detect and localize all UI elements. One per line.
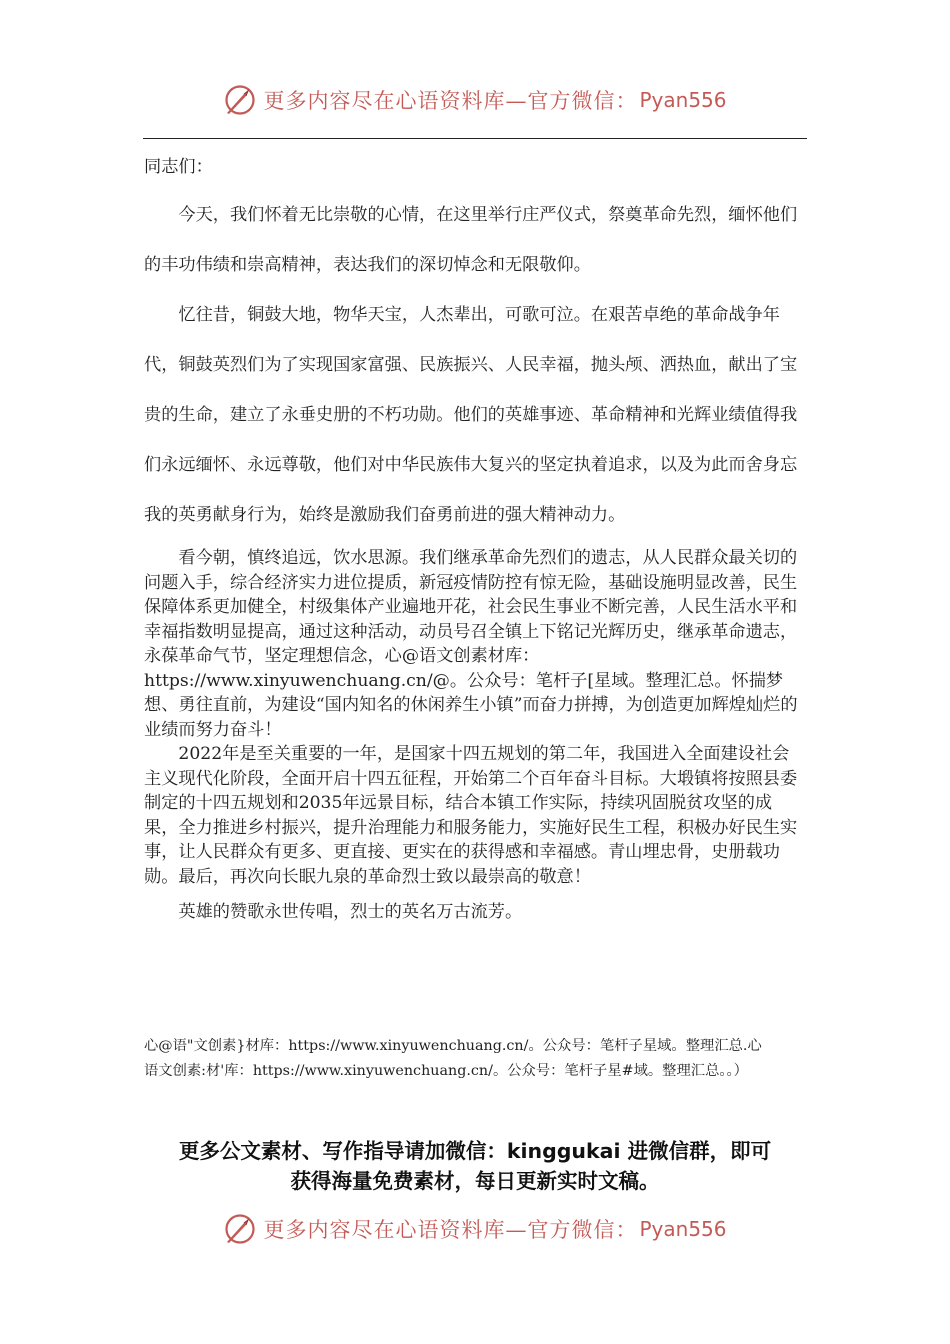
credit-line-1: 心@语"文创素}材库：https://www.xinyuwenchuang.cn/。公众号：笔杆子星域。整理汇总.心 xyxy=(144,1038,762,1054)
promo-notice xyxy=(120,1136,830,1196)
paragraph-4: 2022年是至关重要的一年，是国家十四五规划的第二年，我国进入全面建设社会主义现代化阶段，全面开启十四五征程，开始第二个百年奋斗目标。大塅镇将按照县委制定的十四五规划和2035年远景目标，结合本镇工作实际，持续巩固脱贫攻坚的成果，全力推进乡村振兴，提升治理能力和服务能力，实施好民生工程，积极办好民生实事，让人民群众有更多、更直接、更实在的获得感和幸福感。青山埋忠骨，史册载功勋。最后，再次向长眠九泉的革命烈士致以最崇高的敬意！ xyxy=(144,744,798,887)
banner-wechat-id: Pyan556 xyxy=(639,88,727,112)
credit-line-2: 语文创素:材'库：https://www.xinyuwenchuang.cn/。公众号：笔杆子星#域。整理汇总。。） xyxy=(144,1063,748,1079)
speech-body xyxy=(144,152,806,927)
greeting: 同志们： xyxy=(144,157,213,177)
banner-text: 更多内容尽在心语资料库—官方微信： xyxy=(263,1218,638,1242)
header-rule xyxy=(143,138,807,139)
promo-line-1: 更多公文素材、写作指导请加微信：kinggukai 进微信群，即可 xyxy=(178,1139,772,1163)
pen-logo-icon xyxy=(223,83,257,117)
source-credits xyxy=(144,1034,809,1084)
pen-logo-icon xyxy=(223,1212,257,1246)
paragraph-1: 今天，我们怀着无比崇敬的心情，在这里举行庄严仪式，祭奠革命先烈，缅怀他们的丰功伟绩和崇高精神，表达我们的深切悼念和无限敬仰。 xyxy=(144,205,798,275)
top-banner xyxy=(0,78,950,122)
paragraph-2: 忆往昔，铜鼓大地，物华天宝，人杰辈出，可歌可泣。在艰苦卓绝的革命战争年代，铜鼓英烈们为了实现国家富强、民族振兴、人民幸福，抛头颅、洒热血，献出了宝贵的生命，建立了永垂史册的不朽功勋。他们的英雄事迹、革命精神和光辉业绩值得我们永远缅怀、永远尊敬，他们对中华民族伟大复兴的坚定执着追求，以及为此而舍身忘我的英勇献身行为，始终是激励我们奋勇前进的强大精神动力。 xyxy=(144,305,798,525)
promo-line-2: 获得海量免费素材，每日更新实时文稿。 xyxy=(290,1169,660,1193)
bottom-banner xyxy=(0,1207,950,1251)
paragraph-3: 看今朝，慎终追远，饮水思源。我们继承革命先烈们的遗志，从人民群众最关切的问题入手，综合经济实力进位提质，新冠疫情防控有惊无险，基础设施明显改善，民生保障体系更加健全，村级集体产业遍地开花，社会民生事业不断完善，人民生活水平和幸福指数明显提高，通过这种活动，动员号召全镇上下铭记光辉历史，继承革命遗志，永葆革命气节，坚定理想信念，心@语文创素材库：https://www.xinyuwenchuang.cn/@。公众号：笔杆子[星域。整理汇总。怀揣梦想、勇往直前，为建设“国内知名的休闲养生小镇”而奋力拼搏，为创造更加辉煌灿烂的业绩而努力奋斗！ xyxy=(144,548,798,740)
paragraph-5: 英雄的赞歌永世传唱，烈士的英名万古流芳。 xyxy=(178,902,523,922)
banner-wechat-id: Pyan556 xyxy=(639,1217,727,1241)
banner-text: 更多内容尽在心语资料库—官方微信： xyxy=(263,89,638,113)
